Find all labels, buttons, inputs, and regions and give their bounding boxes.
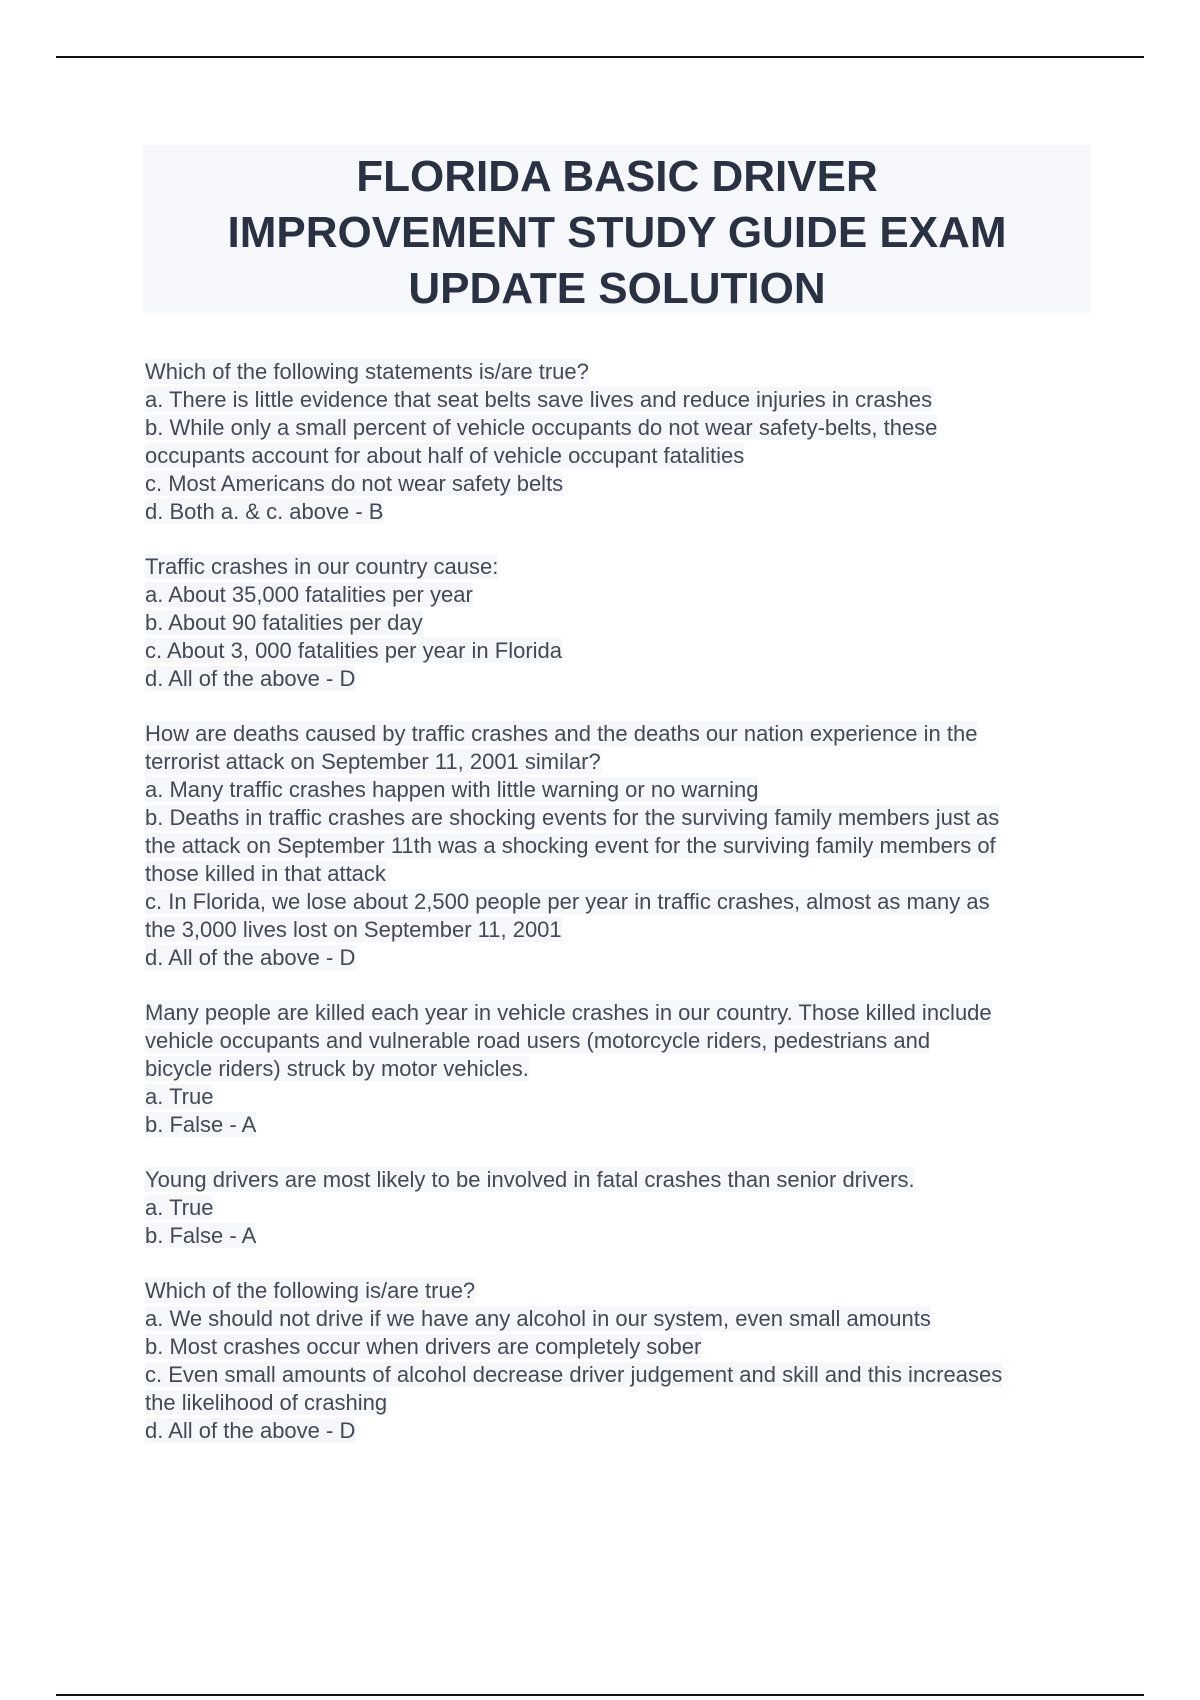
answer-option: a. About 35,000 fatalities per year (145, 582, 473, 607)
header-rule (56, 56, 1144, 58)
title-line: IMPROVEMENT STUDY GUIDE EXAM (227, 208, 1007, 257)
answer-option: d. Both a. & c. above - B (145, 499, 384, 524)
answer-option: b. Deaths in traffic crashes are shocking events for the surviving family members just as (145, 805, 1000, 830)
answer-option: b. False - A (145, 1112, 257, 1137)
question-text: Young drivers are most likely to be involved in fatal crashes than senior drivers. (145, 1167, 915, 1192)
answer-option: c. Most Americans do not wear safety belts (145, 471, 564, 496)
question-block (145, 1166, 1095, 1250)
title-line: UPDATE SOLUTION (408, 264, 826, 313)
footer-rule (56, 1694, 1144, 1696)
question-text: Many people are killed each year in vehicle crashes in our country. Those killed include (145, 1000, 992, 1025)
question-text: Which of the following statements is/are true? (145, 359, 589, 384)
answer-option: the attack on September 11th was a shocking event for the surviving family members of (145, 833, 996, 858)
question-block (145, 999, 1095, 1139)
document-title (143, 145, 1091, 313)
question-block (145, 1277, 1095, 1445)
answer-option: b. Most crashes occur when drivers are completely sober (145, 1334, 702, 1359)
question-text: terrorist attack on September 11, 2001 similar? (145, 749, 601, 774)
question-list (145, 358, 1095, 1472)
answer-option: a. We should not drive if we have any alcohol in our system, even small amounts (145, 1306, 931, 1331)
answer-option: d. All of the above - D (145, 1418, 356, 1443)
question-block (145, 358, 1095, 526)
question-text: bicycle riders) struck by motor vehicles. (145, 1056, 529, 1081)
question-text: Which of the following is/are true? (145, 1278, 476, 1303)
answer-option: b. About 90 fatalities per day (145, 610, 423, 635)
answer-option: the 3,000 lives lost on September 11, 2001 (145, 917, 562, 942)
answer-option: b. False - A (145, 1223, 257, 1248)
answer-option: c. Even small amounts of alcohol decrease driver judgement and skill and this increases (145, 1362, 1003, 1387)
question-text: How are deaths caused by traffic crashes and the deaths our nation experience in the (145, 721, 978, 746)
answer-option: b. While only a small percent of vehicle occupants do not wear safety-belts, these (145, 415, 938, 440)
question-text: vehicle occupants and vulnerable road users (motorcycle riders, pedestrians and (145, 1028, 931, 1053)
answer-option: occupants account for about half of vehicle occupant fatalities (145, 443, 745, 468)
answer-option: a. True (145, 1084, 214, 1109)
answer-option: c. In Florida, we lose about 2,500 people per year in traffic crashes, almost as many as (145, 889, 990, 914)
answer-option: a. True (145, 1195, 214, 1220)
answer-option: d. All of the above - D (145, 666, 356, 691)
answer-option: a. Many traffic crashes happen with little warning or no warning (145, 777, 759, 802)
question-text: Traffic crashes in our country cause: (145, 554, 499, 579)
question-block (145, 553, 1095, 693)
answer-option: the likelihood of crashing (145, 1390, 388, 1415)
answer-option: those killed in that attack (145, 861, 386, 886)
title-line: FLORIDA BASIC DRIVER (356, 152, 878, 201)
answer-option: d. All of the above - D (145, 945, 356, 970)
question-block (145, 720, 1095, 972)
answer-option: a. There is little evidence that seat belts save lives and reduce injuries in crashes (145, 387, 933, 412)
answer-option: c. About 3, 000 fatalities per year in Florida (145, 638, 563, 663)
